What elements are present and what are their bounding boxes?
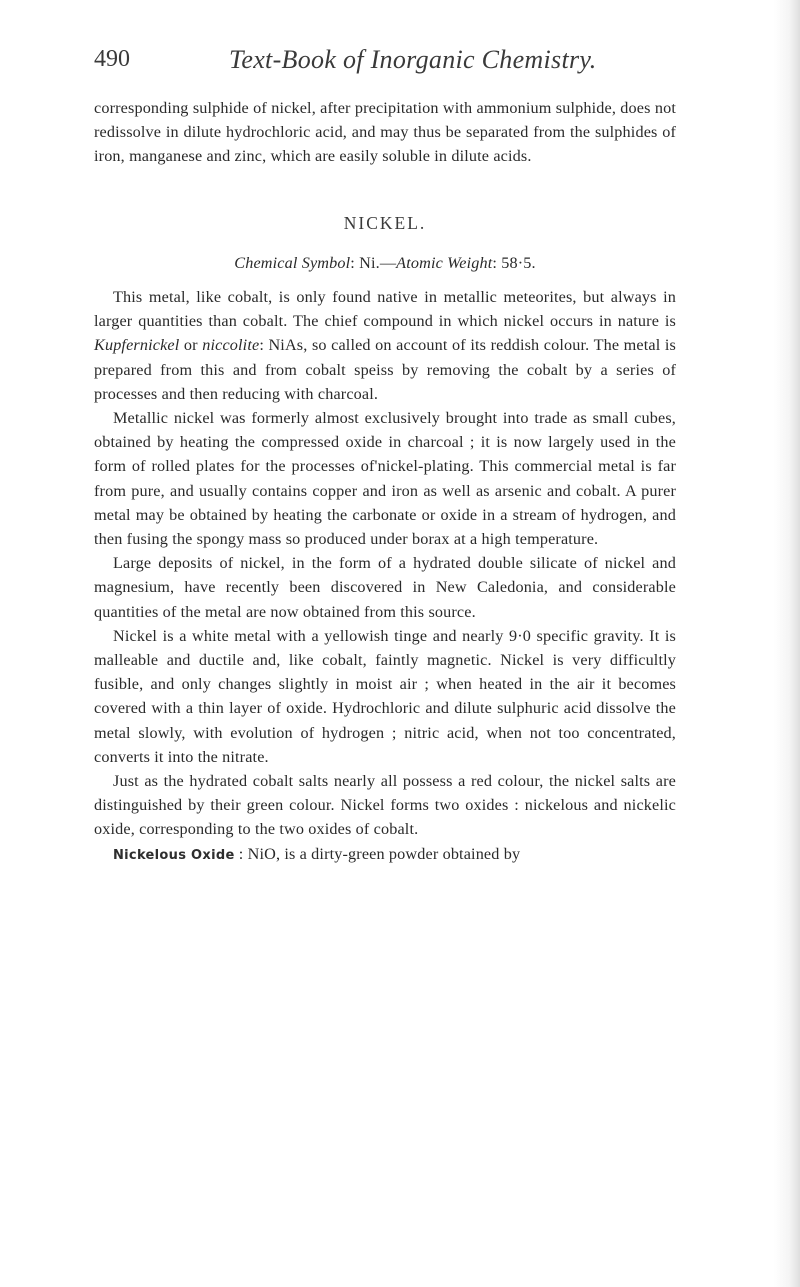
nickelous-oxide-separator: : (234, 844, 248, 863)
paragraph-deposits: Large deposits of nickel, in the form of a hydrated double silicate of nickel and magnesium, have recently been discovered in New Caledonia, and considerable quantities of the metal are now obtained from this source. (94, 554, 676, 621)
intro-paragraph: corresponding sulphide of nickel, after precipitation with ammonium sulphide, does not redissolve in dilute hydrochloric acid, and may thus be separated from the sulphides of iron, manganese and zinc, which are easily soluble in dilute acids. (94, 99, 676, 166)
nickelous-oxide-heading: Nickelous Oxide (113, 847, 235, 863)
paragraph-metallic-nickel: Metallic nickel was formerly almost exclusively brought into trade as small cubes, obtained by heating the compressed oxide in charcoal ; it is now largely used in the form of rolled plates for the processes of'nickel-plating. This commercial metal is far from pure, and usually contains copper and iron as well as arsenic and cobalt. A purer metal may be obtained by heating the carbonate or oxide in a stream of hydrogen, and then fusing the spongy mass so produced under borax at a high temperature. (94, 409, 676, 549)
weight-value: 58·5. (501, 253, 536, 272)
symbol-line (94, 251, 676, 275)
paragraph-salts: Just as the hydrated cobalt salts nearly all possess a red colour, the nickel salts are distinguished by their green colour. Nickel forms two oxides : nickelous and nickelic oxide, corresponding to the two oxides of cobalt. (94, 772, 676, 839)
paragraph-occurrence-or: or (179, 336, 203, 355)
paragraph-nickelous-oxide (94, 842, 676, 868)
paragraph-occurrence (94, 285, 676, 406)
paragraph-occurrence-text-a: This metal, like cobalt, is only found native in metallic meteorites, but always in larger quantities than cobalt. The chief compound in which nickel occurs in nature is (94, 288, 676, 331)
paragraph-occurrence-text-b: : NiAs, so called on account of its reddish colour. The metal is prepared from this and from cobalt speiss by removing the cobalt by a series of processes and then reducing with charcoal. (94, 336, 676, 403)
paragraph-properties: Nickel is a white metal with a yellowish tinge and nearly 9·0 specific gravity. It is malleable and ductile and, like cobalt, faintly magnetic. Nickel is very difficultly fusible, and only changes slightly in moist air ; when heated in the air it becomes covered with a thin layer of oxide. Hydrochloric and dilute sulphuric acid dissolve the metal slowly, with evolution of hydrogen ; nitric acid, when not too concentrated, converts it into the nitrate. (94, 626, 676, 766)
section-heading: NICKEL. (343, 212, 427, 233)
weight-colon: : (492, 253, 502, 272)
book-title: Text-Book of Inorganic Chemistry. (229, 45, 597, 74)
weight-label: Atomic Weight (396, 253, 493, 272)
symbol-dash: — (379, 253, 397, 272)
page-number: 490 (94, 46, 130, 72)
book-page (94, 46, 676, 868)
nickelous-oxide-text: NiO, is a dirty-green powder obtained by (247, 844, 521, 863)
symbol-colon: : (350, 253, 360, 272)
symbol-label: Chemical Symbol (234, 253, 351, 272)
body-text (94, 96, 676, 868)
running-head (94, 46, 676, 86)
page-edge-shadow (774, 0, 800, 1287)
term-niccolite: niccolite (202, 336, 260, 355)
term-kupfernickel: Kupfernickel (94, 336, 180, 355)
symbol-value: Ni. (359, 253, 380, 272)
